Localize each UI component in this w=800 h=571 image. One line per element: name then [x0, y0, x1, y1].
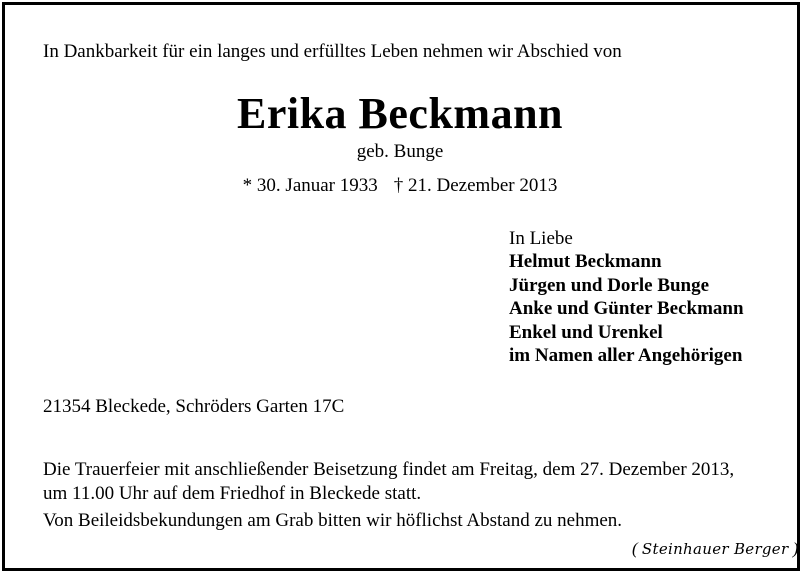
mourners-block	[509, 227, 744, 367]
deceased-name: Erika Beckmann	[236, 89, 564, 138]
death-date: † 21. Dezember 2013	[393, 175, 558, 196]
mourner-name: Helmut Beckmann	[509, 251, 662, 273]
birth-date: * 30. Januar 1933	[242, 175, 378, 196]
life-dates	[0, 175, 800, 197]
funeral-home-logo-text: Steinhauer Berger	[641, 540, 789, 558]
intro-text: In Dankbarkeit für ein langes und erfülltes Leben nehmen wir Abschied von	[43, 41, 622, 62]
funeral-line: um 11.00 Uhr auf dem Friedhof in Bleckede statt.	[43, 482, 422, 504]
mourner-name: Jürgen und Dorle Bunge	[509, 274, 710, 296]
funeral-line: Die Trauerfeier mit anschließender Beisetzung findet am Freitag, dem 27. Dezember 2013,	[43, 459, 735, 480]
condolence-request: Von Beileidsbekundungen am Grab bitten wir höflichst Abstand zu nehmen.	[43, 510, 623, 531]
mourner-name: im Namen aller Angehörigen	[509, 345, 743, 367]
funeral-home-logo: ( Steinhauer Berger )	[632, 539, 799, 558]
birth-name: geb. Bunge	[356, 141, 444, 162]
funeral-info	[43, 458, 734, 505]
mourners-heading: In Liebe	[509, 228, 573, 249]
mourner-name: Enkel und Urenkel	[509, 321, 663, 343]
mourner-name: Anke und Günter Beckmann	[509, 298, 744, 320]
address: 21354 Bleckede, Schröders Garten 17C	[43, 396, 345, 417]
